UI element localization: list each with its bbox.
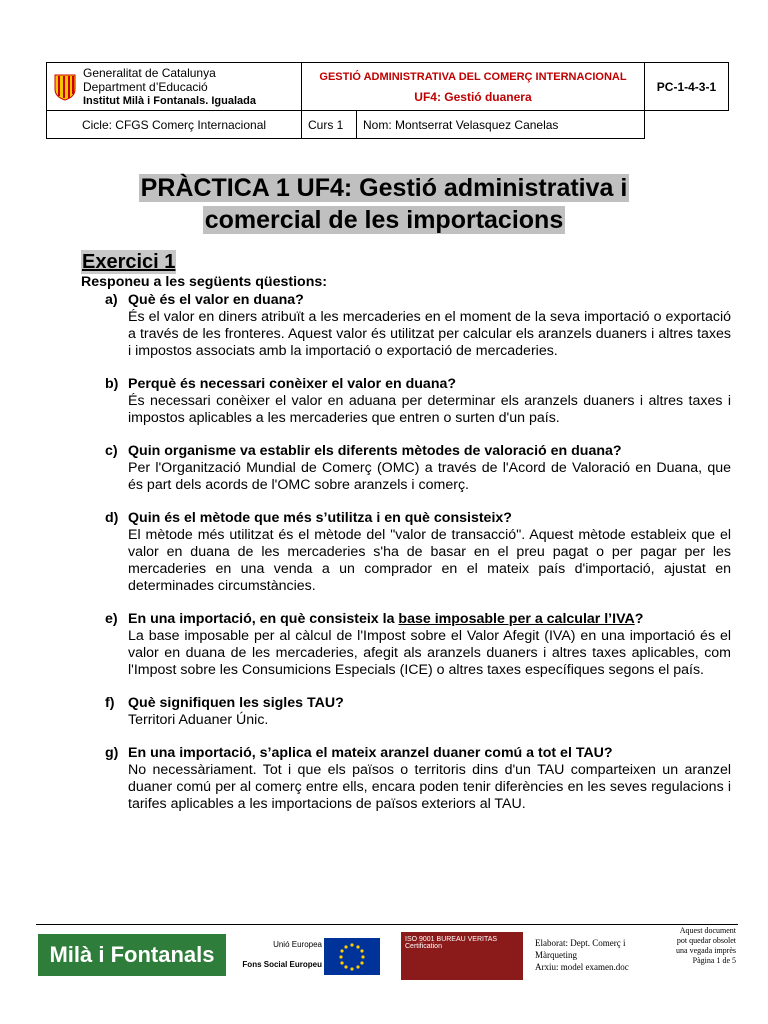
question-label: a) xyxy=(105,292,118,308)
question-label: e) xyxy=(105,611,118,627)
answer-text: És necessari conèixer el valor en aduana per determinar els aranzels duaners i altres taxes i impostos aplicables a les mercaderies que entren o surten d'un país. xyxy=(128,393,731,426)
question-label: c) xyxy=(105,443,118,459)
elaborat-info: Elaborat: Dept. Comerç i Màrqueting Arxiu: model examen.doc xyxy=(535,938,629,972)
footer-rule xyxy=(36,924,738,925)
question-text: Perquè és necessari conèixer el valor en duana? xyxy=(128,376,457,392)
question-f xyxy=(81,695,731,729)
answer-text: És el valor en diners atribuït a les mercaderies en el moment de la seva importació o exportació a través de les fronteres. Aquest valor és utilitzat per calcular els aranzels duaners i altres taxes i impostos associats amb la importació o exportació de mercaderies. xyxy=(128,309,731,359)
generalitat-label: Generalitat de Catalunya xyxy=(83,65,216,80)
document-header xyxy=(46,62,729,140)
question-e xyxy=(81,611,731,679)
title-line-1: PRÀCTICA 1 UF4: Gestió administrativa i xyxy=(140,174,628,202)
question-text: Quin organisme va establir els diferents mètodes de valoració en duana? xyxy=(128,443,622,459)
answer-text: Per l'Organització Mundial de Comerç (OMC) a través de l'Acord de Valoració en Duana, que és part dels acords de l'OMC sobre aranzels i comerç. xyxy=(128,460,731,493)
cicle-cell: Cicle: CFGS Comerç Internacional xyxy=(47,111,302,139)
answer-text: La base imposable per al càlcul de l'Impost sobre el Valor Afegit (IVA) en una importació és el valor en duana de les mercaderies, afegit als aranzels duaners i altres taxes aplicables, com l'Impost sobre les Consumicions Especials (ICE) o altres taxes específiques segons el país. xyxy=(128,628,731,678)
title-line-2: comercial de les importacions xyxy=(204,206,564,234)
exercise-lead: Responeu a les següents qüestions: xyxy=(81,274,327,290)
obsolete-note: Aquest document pot quedar obsolet una vegada imprès Pàgina 1 de 5 xyxy=(664,926,736,966)
uf-title: UF4: Gestió duanera xyxy=(414,89,532,104)
question-g xyxy=(81,745,731,813)
question-d xyxy=(81,510,731,595)
answer-text: No necessàriament. Tot i que els països o territoris dins d'un TAU comparteixen un aranzel duaner comú per al comerç entre ells, encara poden tenir diferències en les seves regulacions i tarifes aplicables a les importacions de països exteriors al TAU. xyxy=(128,762,731,812)
exercise-heading: Exercici 1 xyxy=(82,251,176,273)
module-cell xyxy=(302,63,645,111)
question-label: f) xyxy=(105,695,115,711)
institut-label: Institut Milà i Fontanals. Igualada xyxy=(83,94,256,107)
question-text: En una importació, s’aplica el mateix aranzel duaner comú a tot el TAU? xyxy=(128,745,613,761)
iso-certification-badge: ISO 9001 BUREAU VERITAS Certification xyxy=(401,932,523,980)
question-label: g) xyxy=(105,745,119,761)
question-b xyxy=(81,376,731,427)
module-title: GESTIÓ ADMINISTRATIVA DEL COMERÇ INTERNACIONAL xyxy=(319,70,627,83)
curs-cell: Curs 1 xyxy=(302,111,357,139)
exercise-content xyxy=(81,250,731,813)
question-label: b) xyxy=(105,376,119,392)
answer-text: El mètode més utilitzat és el mètode del "valor de transacció". Aquest mètode estableix que el valor en duana de les mercaderies s'ha de basar en el preu pagat o per pagar per les mercaderies en una venda a un comprador en el mateix país d'importació, ajustat en determinades circumstàncies. xyxy=(128,527,731,594)
question-c xyxy=(81,443,731,494)
question-text: Quin és el mètode que més s’utilitza i en què consisteix? xyxy=(128,510,512,526)
school-logo: Milà i Fontanals xyxy=(38,934,226,976)
underlined-term: base imposable per a calcular l’IVA xyxy=(398,611,635,627)
nom-cell: Nom: Montserrat Velasquez Canelas xyxy=(357,111,645,139)
eu-label: Unió Europea Fons Social Europeu xyxy=(242,940,322,969)
question-text: En una importació, en què consisteix la base imposable per a calcular l’IVA? xyxy=(128,611,644,627)
question-text: Què signifiquen les sigles TAU? xyxy=(128,695,344,711)
page-number: Pàgina 1 de 5 xyxy=(692,956,736,965)
institution-cell xyxy=(47,63,302,111)
department-label: Department d’Educació xyxy=(83,79,208,94)
page-title xyxy=(0,172,768,236)
question-text: Què és el valor en duana? xyxy=(128,292,304,308)
eu-flag-icon xyxy=(324,938,380,975)
question-a xyxy=(81,292,731,360)
answer-text: Territori Aduaner Únic. xyxy=(128,712,269,728)
generalitat-logo-icon xyxy=(53,73,77,101)
question-label: d) xyxy=(105,510,119,526)
document-code: PC-1-4-3-1 xyxy=(644,63,728,111)
